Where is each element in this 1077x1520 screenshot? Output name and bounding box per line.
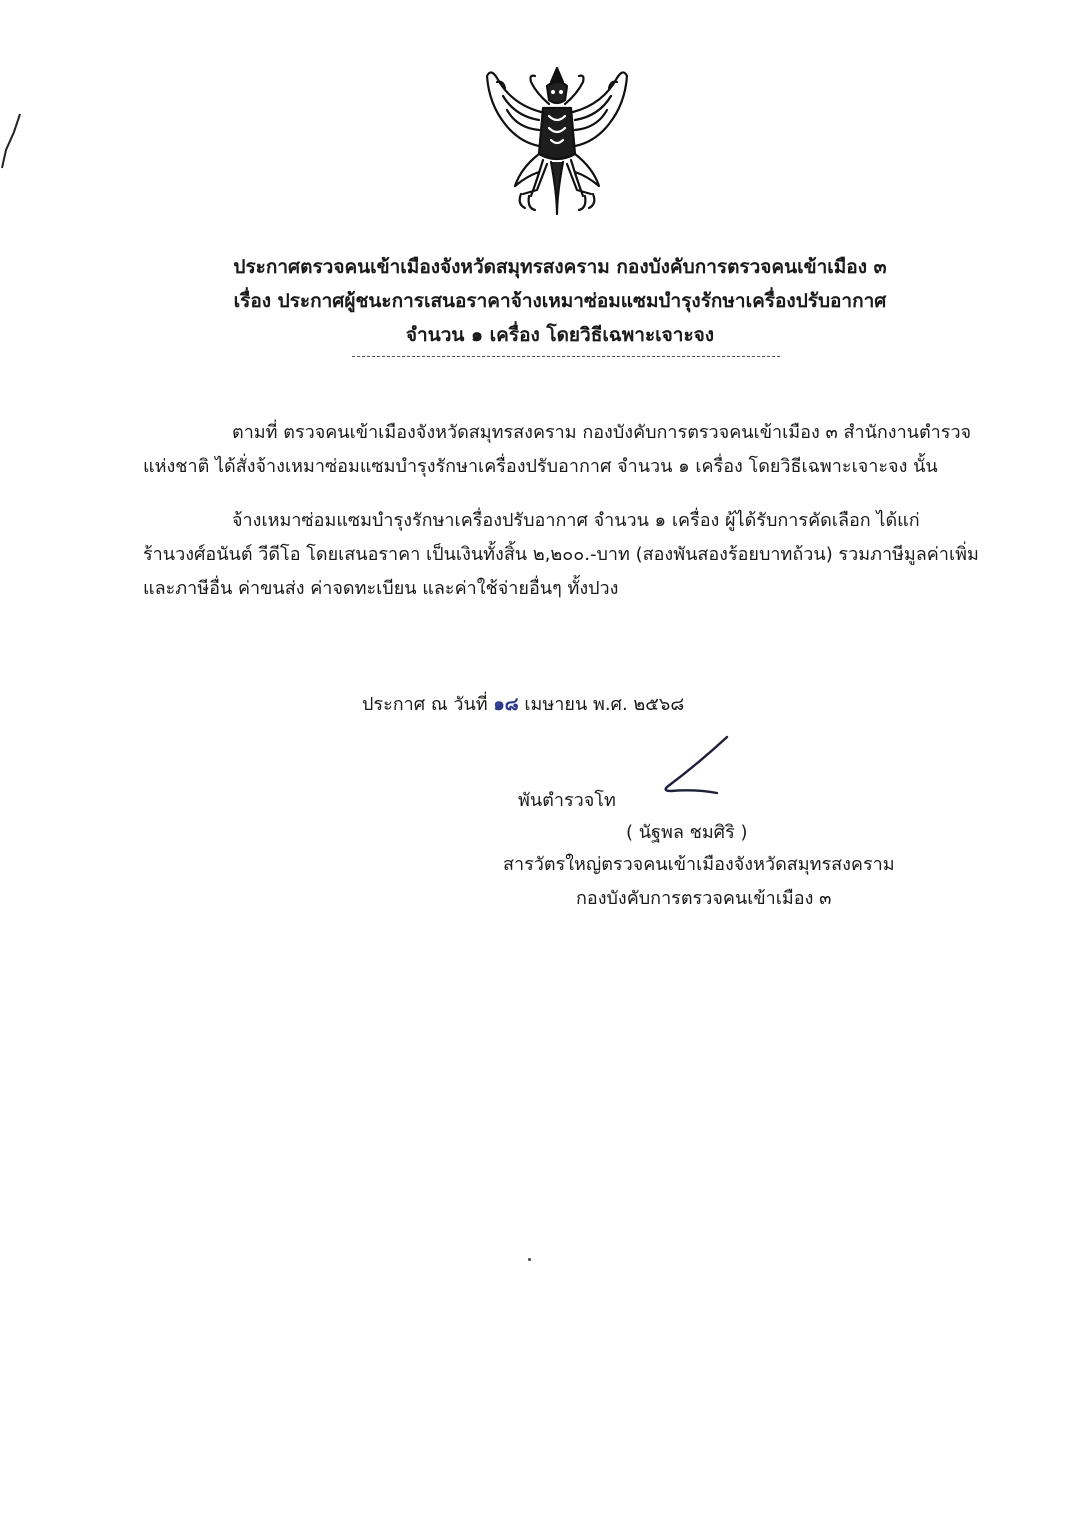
signatory-unit: กองบังคับการตรวจคนเข้าเมือง ๓ — [576, 888, 832, 909]
signatory-rank: พันตำรวจโท — [518, 790, 616, 811]
paragraph-1-line-1: ตามที่ ตรวจคนเข้าเมืองจังหวัดสมุทรสงคราม กองบังคับการตรวจคนเข้าเมือง ๓ สำนักงานตำรวจ — [232, 422, 972, 443]
paragraph-1-line-2: แห่งชาติ ได้สั่งจ้างเหมาซ่อมแซมบำรุงรักษาเครื่องปรับอากาศ จำนวน ๑ เครื่อง โดยวิธีเฉพาะเจาะจง นั้น — [143, 456, 938, 477]
signature-icon — [655, 733, 735, 797]
paragraph-2-line-3: และภาษีอื่น ค่าขนส่ง ค่าจดทะเบียน และค่าใช้จ่ายอื่นๆ ทั้งปวง — [143, 578, 619, 599]
paragraph-2-line-1: จ้างเหมาซ่อมแซมบำรุงรักษาเครื่องปรับอากาศ จำนวน ๑ เครื่อง ผู้ได้รับการคัดเลือก ได้แก่ — [232, 510, 920, 531]
date-day-handwritten: ๑๘ — [493, 694, 519, 715]
date-month-year: เมษายน พ.ศ. ๒๕๖๘ — [524, 694, 685, 715]
paragraph-2-line-2: ร้านวงศ์อนันต์ วีดีโอ โดยเสนอราคา เป็นเงินทั้งสิ้น ๒,๒๐๐.-บาท (สองพันสองร้อยบาทถ้วน) รวมภาษีมูลค่าเพิ่ม — [143, 544, 979, 565]
heading-line-2: เรื่อง ประกาศผู้ชนะการเสนอราคาจ้างเหมาซ่อมแซมบำรุงรักษาเครื่องปรับอากาศ — [233, 290, 887, 312]
margin-pen-mark-icon — [0, 110, 22, 170]
signatory-position: สารวัตรใหญ่ตรวจคนเข้าเมืองจังหวัดสมุทรสงคราม — [503, 854, 895, 875]
heading-line-3: จำนวน ๑ เครื่อง โดยวิธีเฉพาะเจาะจง — [405, 324, 715, 346]
date-prefix: ประกาศ ณ วันที่ — [362, 694, 488, 715]
heading-line-1: ประกาศตรวจคนเข้าเมืองจังหวัดสมุทรสงคราม กองบังคับการตรวจคนเข้าเมือง ๓ — [233, 256, 887, 278]
stray-mark — [528, 1258, 531, 1261]
signatory-name: ( นัฐพล ชมศิริ ) — [626, 822, 748, 843]
garuda-emblem-icon — [481, 64, 633, 220]
announcement-date — [362, 690, 684, 720]
heading-divider — [352, 356, 780, 357]
